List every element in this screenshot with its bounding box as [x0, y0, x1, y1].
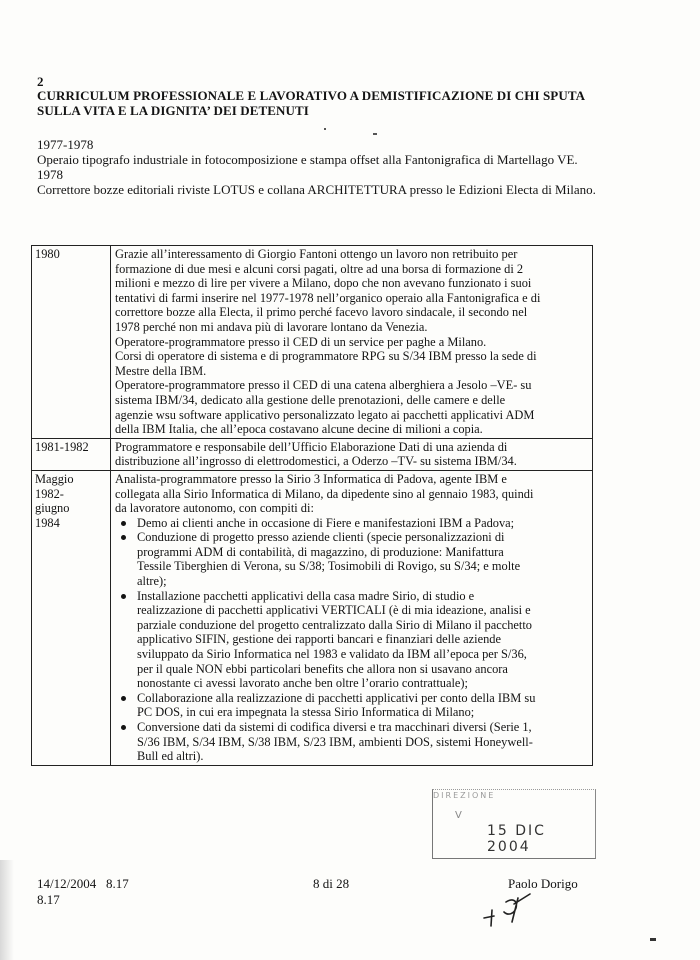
task-list	[115, 516, 587, 764]
intro-text-2: Correttore bozze editoriali riviste LOTUS e collana ARCHITETTURA presso le Edizioni Electa di Milano.	[37, 182, 596, 197]
text-line: sistema IBM/34, dedicato alla gestione delle prenotazioni, delle camere e delle	[115, 392, 506, 407]
text-line: sviluppato da Sirio Informatica nel 1983 e validato da IBM all’epoca per S/36,	[137, 647, 527, 662]
scan-speck	[373, 133, 377, 135]
description-cell	[111, 470, 593, 765]
text-line: Mestre della IBM.	[115, 363, 207, 378]
list-item	[137, 691, 587, 720]
list-item	[137, 720, 587, 764]
year-cell: 1981-1982	[32, 438, 111, 470]
table-row	[32, 246, 593, 439]
text-line: della IBM Italia, che all’epoca costavano alcune decine di milioni a copia.	[115, 422, 483, 437]
text-line: 1978 perché non mi andava più di lavorare lontano da Venezia.	[115, 319, 428, 334]
text-line: applicativo SIFIN, gestione dei rapporti bancari e finanziari delle aziende	[137, 632, 501, 647]
title-line-2: SULLA VITA E LA DIGNITA’ DEI DETENUTI	[37, 103, 309, 118]
received-stamp	[432, 789, 596, 859]
year-line: 1984	[35, 515, 60, 530]
text-line: Analista-programmatore presso la Sirio 3 Informatica di Padova, agente IBM e	[115, 471, 507, 486]
footer-page-count: 8 di 28	[313, 876, 350, 891]
year-cell	[32, 470, 111, 765]
text-line: Tessile Tiberghien di Verona, su S/38; Tosimobili di Rovigo, su S/34; e molte	[137, 559, 521, 574]
text-line: Conduzione di progetto presso aziende clienti (specie personalizzazioni di	[137, 530, 505, 545]
text-line: Collaborazione alla realizzazione di pacchetti applicativi per conto della IBM su	[137, 690, 536, 705]
description-cell	[111, 246, 593, 439]
text-line: Conversione dati da sistemi di codifica diversi e tra macchinari diversi (Serie 1,	[137, 720, 532, 734]
text-line: Operatore-programmatore presso il CED di una catena alberghiera a Jesolo –VE- su	[115, 378, 532, 393]
text-line: Programmatore e responsabile dell’Ufficio Elaborazione Dati di una azienda di	[115, 439, 508, 454]
year-line: giugno	[35, 501, 70, 516]
career-table	[31, 245, 593, 766]
list-item	[137, 516, 587, 531]
footer-date-line-1: 14/12/2004 8.17	[37, 876, 129, 891]
text-line: tentativi di farmi inserire nel 1977-1978 nell’organico operaio alla Fantonigrafica e di	[115, 290, 541, 305]
year-cell: 1980	[32, 246, 111, 439]
text-line: per il quale NON ebbi particolari benefits che allora non si usavano ancora	[137, 661, 508, 676]
table-row	[32, 438, 593, 470]
text-line: distribuzione all’ingrosso di elettrodomestici, a Oderzo –TV- su sistema IBM/34.	[115, 454, 517, 469]
title-line-1: CURRICULUM PROFESSIONALE E LAVORATIVO A DEMISTIFICAZIONE DI CHI SPUTA	[37, 88, 586, 103]
list-item	[137, 589, 587, 691]
footer-date-line-2: 8.17	[37, 892, 60, 907]
stamp-mark: V	[455, 810, 462, 821]
text-line: realizzazione di pacchetti applicativi VERTICALI (è di mia ideazione, analisi e	[137, 603, 531, 618]
text-line: Corsi di operatore di sistema e di programmatore RPG su S/34 IBM presso la sede di	[115, 349, 537, 364]
table-row	[32, 470, 593, 765]
text-line: Installazione pacchetti applicativi della casa madre Sirio, di studio e	[137, 588, 475, 603]
text-line: milioni e mezzo di lire per vivere a Milano, dopo che non avevano funzionato i suoi	[115, 276, 532, 291]
text-line: Operatore-programmatore presso il CED di un service per paghe a Milano.	[115, 334, 487, 349]
list-item	[137, 530, 587, 588]
intro-year-1: 1977-1978	[37, 137, 94, 152]
scan-shadow	[0, 860, 14, 960]
text-line: correttore bozze alla Electa, il primo perché facevo lavoro sindacale, il secondo nel	[115, 305, 528, 320]
text-line: nonostante ci avessi lavorato anche ben oltre l’orario contrattuale);	[137, 676, 468, 691]
scan-mark	[650, 938, 656, 941]
text-line: collegata alla Sirio Informatica di Milano, da dipedente sino al gennaio 1983, quindi	[115, 486, 534, 501]
text-line: PC DOS, in cui era impegnata la stessa Sirio Informatica di Milano;	[137, 705, 475, 720]
text-line: agenzie wsu software applicativo personalizzato legato ai pacchetti applicativi ADM	[115, 407, 535, 422]
text-line: parziale conduzione del progetto centralizzato dalla Sirio di Milano il pacchetto	[137, 617, 532, 632]
year-line: 1982-	[35, 486, 64, 501]
footer-datetime	[37, 876, 129, 908]
text-line: Demo ai clienti anche in occasione di Fiere e manifestazioni IBM a Padova;	[137, 515, 515, 530]
text-line: da lavoratore autonomo, con compiti di:	[115, 501, 314, 516]
intro-section	[37, 137, 677, 197]
handwritten-signature-icon	[478, 888, 538, 928]
intro-text-1: Operaio tipografo industriale in fotocomposizione e stampa offset alla Fantonigrafica di Martellago VE.	[37, 152, 578, 167]
page-number: 2	[37, 74, 44, 89]
text-line: Bull ed altri).	[137, 749, 204, 764]
document-title	[37, 88, 637, 118]
description-cell	[111, 438, 593, 470]
year-line: Maggio	[35, 471, 74, 486]
text-line: Grazie all’interessamento di Giorgio Fantoni ottengo un lavoro non retribuito per	[115, 247, 518, 261]
text-line: formazione di due mesi e alcuni corsi pagati, oltre ad una borsa di formazione di 2	[115, 261, 524, 276]
scan-speck	[324, 128, 326, 130]
text-line: altre);	[137, 574, 167, 589]
stamp-date: 15 DIC 2004	[487, 823, 546, 855]
text-line: programmi ADM di contabilità, di magazzino, di produzione: Manifattura	[137, 544, 504, 559]
text-line: S/36 IBM, S/34 IBM, S/38 IBM, S/23 IBM, ambienti DOS, sistemi Honeywell-	[137, 734, 533, 749]
intro-year-2: 1978	[37, 167, 63, 182]
stamp-header: DIREZIONE	[433, 791, 496, 800]
footer-author: Paolo Dorigo	[508, 876, 578, 891]
